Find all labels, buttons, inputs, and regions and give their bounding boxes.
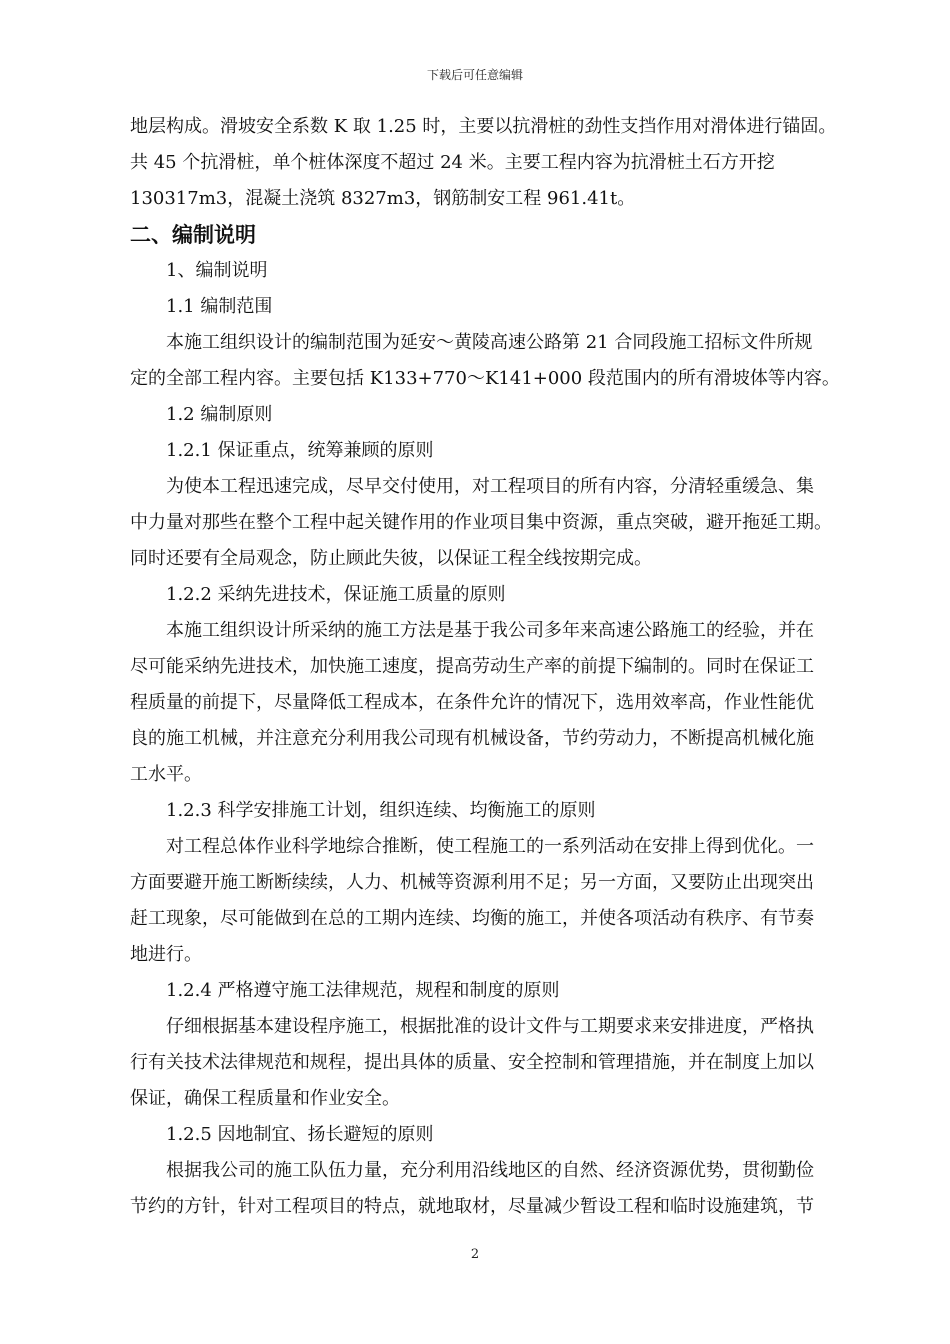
body-line: 仔细根据基本建设程序施工，根据批准的设计文件与工期要求来安排进度，严格执 (166, 1016, 814, 1037)
body-line: 本施工组织设计的编制范围为延安～黄陵高速公路第 21 合同段施工招标文件所规 (166, 332, 813, 353)
principle-title: 1.2.2 采纳先进技术，保证施工质量的原则 (166, 584, 506, 605)
subheading: 1.2 编制原则 (166, 404, 273, 425)
body-line: 方面要避开施工断断续续，人力、机械等资源利用不足；另一方面，又要防止出现突出 (130, 872, 814, 893)
body-line: 程质量的前提下，尽量降低工程成本，在条件允许的情况下，选用效率高，作业性能优 (130, 692, 814, 713)
body-line: 对工程总体作业科学地综合推断，使工程施工的一系列活动在安排上得到优化。一 (166, 836, 814, 857)
principle-title: 1.2.5 因地制宜、扬长避短的原则 (166, 1124, 434, 1145)
principle-title: 1.2.1 保证重点，统筹兼顾的原则 (166, 440, 434, 461)
body-line: 良的施工机械，并注意充分利用我公司现有机械设备，节约劳动力，不断提高机械化施 (130, 728, 814, 749)
body-line: 本施工组织设计所采纳的施工方法是基于我公司多年来高速公路施工的经验，并在 (166, 620, 814, 641)
body-line: 根据我公司的施工队伍力量，充分利用沿线地区的自然、经济资源优势，贯彻勤俭 (166, 1160, 814, 1181)
body-line: 地层构成。滑坡安全系数 K 取 1.25 时，主要以抗滑桩的劲性支挡作用对滑体进行锚固。 (130, 116, 837, 137)
subheading: 1、编制说明 (166, 260, 268, 281)
body-line: 尽可能采纳先进技术，加快施工速度，提高劳动生产率的前提下编制的。同时在保证工 (130, 656, 814, 677)
page-number: 2 (470, 1247, 480, 1262)
document-body (130, 109, 855, 1225)
page-header: 下载后可任意编辑 (426, 68, 523, 82)
body-line: 同时还要有全局观念，防止顾此失彼，以保证工程全线按期完成。 (130, 548, 652, 569)
body-line: 保证，确保工程质量和作业安全。 (130, 1088, 400, 1109)
body-line: 赶工现象，尽可能做到在总的工期内连续、均衡的施工，并使各项活动有秩序、有节奏 (130, 908, 814, 929)
body-line: 定的全部工程内容。主要包括 K133+770～K141+000 段范围内的所有滑坡体等内容。 (130, 368, 840, 389)
body-line: 为使本工程迅速完成，尽早交付使用，对工程项目的所有内容，分清轻重缓急、集 (166, 476, 814, 497)
body-line: 共 45 个抗滑桩，单个桩体深度不超过 24 米。主要工程内容为抗滑桩土石方开挖 (130, 152, 775, 173)
section-heading: 二、编制说明 (130, 223, 256, 247)
principle-title: 1.2.4 严格遵守施工法律规范，规程和制度的原则 (166, 980, 560, 1001)
subheading: 1.1 编制范围 (166, 296, 273, 317)
body-line: 地进行。 (130, 944, 202, 965)
body-line: 节约的方针，针对工程项目的特点，就地取材，尽量减少暂设工程和临时设施建筑，节 (130, 1196, 814, 1217)
body-line: 130317m3，混凝土浇筑 8327m3，钢筋制安工程 961.41t。 (130, 188, 636, 209)
body-line: 行有关技术法律规范和规程，提出具体的质量、安全控制和管理措施，并在制度上加以 (130, 1052, 814, 1073)
body-line: 工水平。 (130, 764, 202, 785)
body-line: 中力量对那些在整个工程中起关键作用的作业项目集中资源，重点突破，避开拖延工期。 (130, 512, 832, 533)
principle-title: 1.2.3 科学安排施工计划，组织连续、均衡施工的原则 (166, 800, 596, 821)
